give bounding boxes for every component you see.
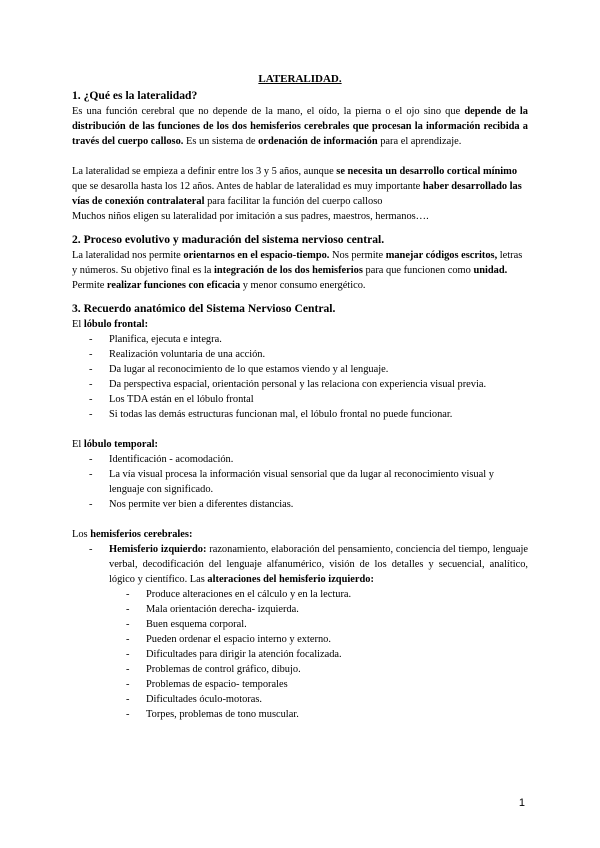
- list-item: - Nos permite ver bien a diferentes distancias.: [72, 497, 528, 512]
- section-2-paragraph-1: [72, 248, 528, 293]
- list-item: - Si todas las demás estructuras funcionan mal, el lóbulo frontal no puede funcionar.: [72, 407, 528, 422]
- section-1-paragraph-2: [72, 164, 528, 209]
- text-run: La lateralidad nos permite: [72, 250, 184, 261]
- list-item: - Problemas de espacio- temporales: [122, 677, 528, 692]
- text-run: haber desarrollado las vías de conexión contralateral: [72, 181, 522, 207]
- text-run: se necesita un desarrollo cortical mínimo: [336, 166, 518, 177]
- list-item: - Identificación - acomodación.: [72, 452, 528, 467]
- section-1-paragraph-3: Muchos niños eligen su lateralidad por imitación a sus padres, maestros, hermanos….: [72, 211, 429, 222]
- list-item: - Dificultades para dirigir la atención focalizada.: [122, 647, 528, 662]
- page-number: 1: [518, 797, 525, 809]
- section-2-heading: 2. Proceso evolutivo y maduración del sistema nervioso central.: [72, 233, 385, 246]
- text-run: Es una función cerebral que no depende de la mano, el oído, la pierna o el ojo sino que: [72, 106, 465, 117]
- list-item: - Da lugar al reconocimiento de lo que estamos viendo y al lenguaje.: [72, 362, 528, 377]
- list-item: - Dificultades óculo-motoras.: [122, 692, 528, 707]
- text-run: depende de la distribución de las funciones de los dos hemisferios cerebrales que procesan la información recibida a través del cuerpo calloso.: [72, 106, 528, 147]
- text-run: manejar códigos escritos,: [385, 250, 498, 261]
- text-run: realizar funciones con eficacia: [106, 280, 241, 291]
- section-3-heading: 3. Recuerdo anatómico del Sistema Nervioso Central.: [72, 302, 336, 315]
- text-run: Es un sistema de: [183, 136, 259, 147]
- list-item: - Torpes, problemas de tono muscular.: [122, 707, 528, 722]
- list-item: - Buen esquema corporal.: [122, 617, 528, 632]
- hemispheres-list: [72, 542, 528, 722]
- frontal-lobe-list: [72, 332, 528, 422]
- list-item: - Pueden ordenar el espacio interno y externo.: [122, 632, 528, 647]
- section-1-heading: 1. ¿Qué es la lateralidad?: [72, 89, 198, 102]
- left-hemisphere-item: - Hemisferio izquierdo: razonamiento, elaboración del pensamiento, conciencia del tiempo, lenguaje verbal, decodificación del lenguaje alfanumérico, visión de los detalles y secuencial, analítico, lógico y científico. Las alteraciones del hemisferio izquierdo: - Produce alteraciones en el cálculo y en la lectura. - Mala orientación derecha- izquierda. - Buen esquema corporal. - Pueden ordenar el espacio interno y externo. - Dificultades para dirigir la atención focalizada. - Problemas de control gráfico, dibujo. - Problemas de espacio- temporales - Dificultades óculo-motoras. - Torpes, problemas de tono muscular.: [72, 542, 528, 722]
- text-run: unidad.: [473, 265, 508, 276]
- text-run: Nos permite: [329, 250, 386, 261]
- hemispheres-label: Los hemisferios cerebrales:: [72, 529, 193, 540]
- text-run: orientarnos en el espacio-tiempo.: [183, 250, 330, 261]
- text-run: integración de los dos hemisferios: [213, 265, 363, 276]
- temporal-lobe-label: El lóbulo temporal:: [72, 439, 159, 450]
- document-title: LATERALIDAD.: [258, 73, 342, 85]
- text-run: Permite: [72, 280, 107, 291]
- text-run: La lateralidad se empieza a definir entre los 3 y 5 años, aunque: [72, 166, 337, 177]
- list-item: - Da perspectiva espacial, orientación personal y las relaciona con experiencia visual previa.: [72, 377, 528, 392]
- list-item: - La vía visual procesa la información visual sensorial que da lugar al reconocimiento visual y lenguaje con significado.: [72, 467, 528, 497]
- temporal-lobe-list: [72, 452, 528, 512]
- text-run: para el aprendizaje.: [377, 136, 462, 147]
- list-item: - Planifica, ejecuta e integra.: [72, 332, 528, 347]
- text-run: y menor consumo energético.: [240, 280, 366, 291]
- section-1-paragraph-1: [72, 104, 528, 149]
- document-page: [72, 72, 528, 722]
- text-run: para que funcionen como: [362, 265, 474, 276]
- left-hemisphere-alterations-list: [122, 587, 528, 722]
- list-item: - Produce alteraciones en el cálculo y en la lectura.: [122, 587, 528, 602]
- text-run: letras y números. Su objetivo final es la: [72, 250, 523, 276]
- text-run: para facilitar la función del cuerpo calloso: [204, 196, 383, 207]
- list-item: - Realización voluntaria de una acción.: [72, 347, 528, 362]
- frontal-lobe-label: El lóbulo frontal:: [72, 319, 149, 330]
- list-item: - Los TDA están en el lóbulo frontal: [72, 392, 528, 407]
- text-run: que se desarolla hasta los 12 años. Antes de hablar de lateralidad es muy importante: [72, 181, 423, 192]
- list-item: - Mala orientación derecha- izquierda.: [122, 602, 528, 617]
- list-item: - Problemas de control gráfico, dibujo.: [122, 662, 528, 677]
- text-run: ordenación de información: [258, 136, 378, 147]
